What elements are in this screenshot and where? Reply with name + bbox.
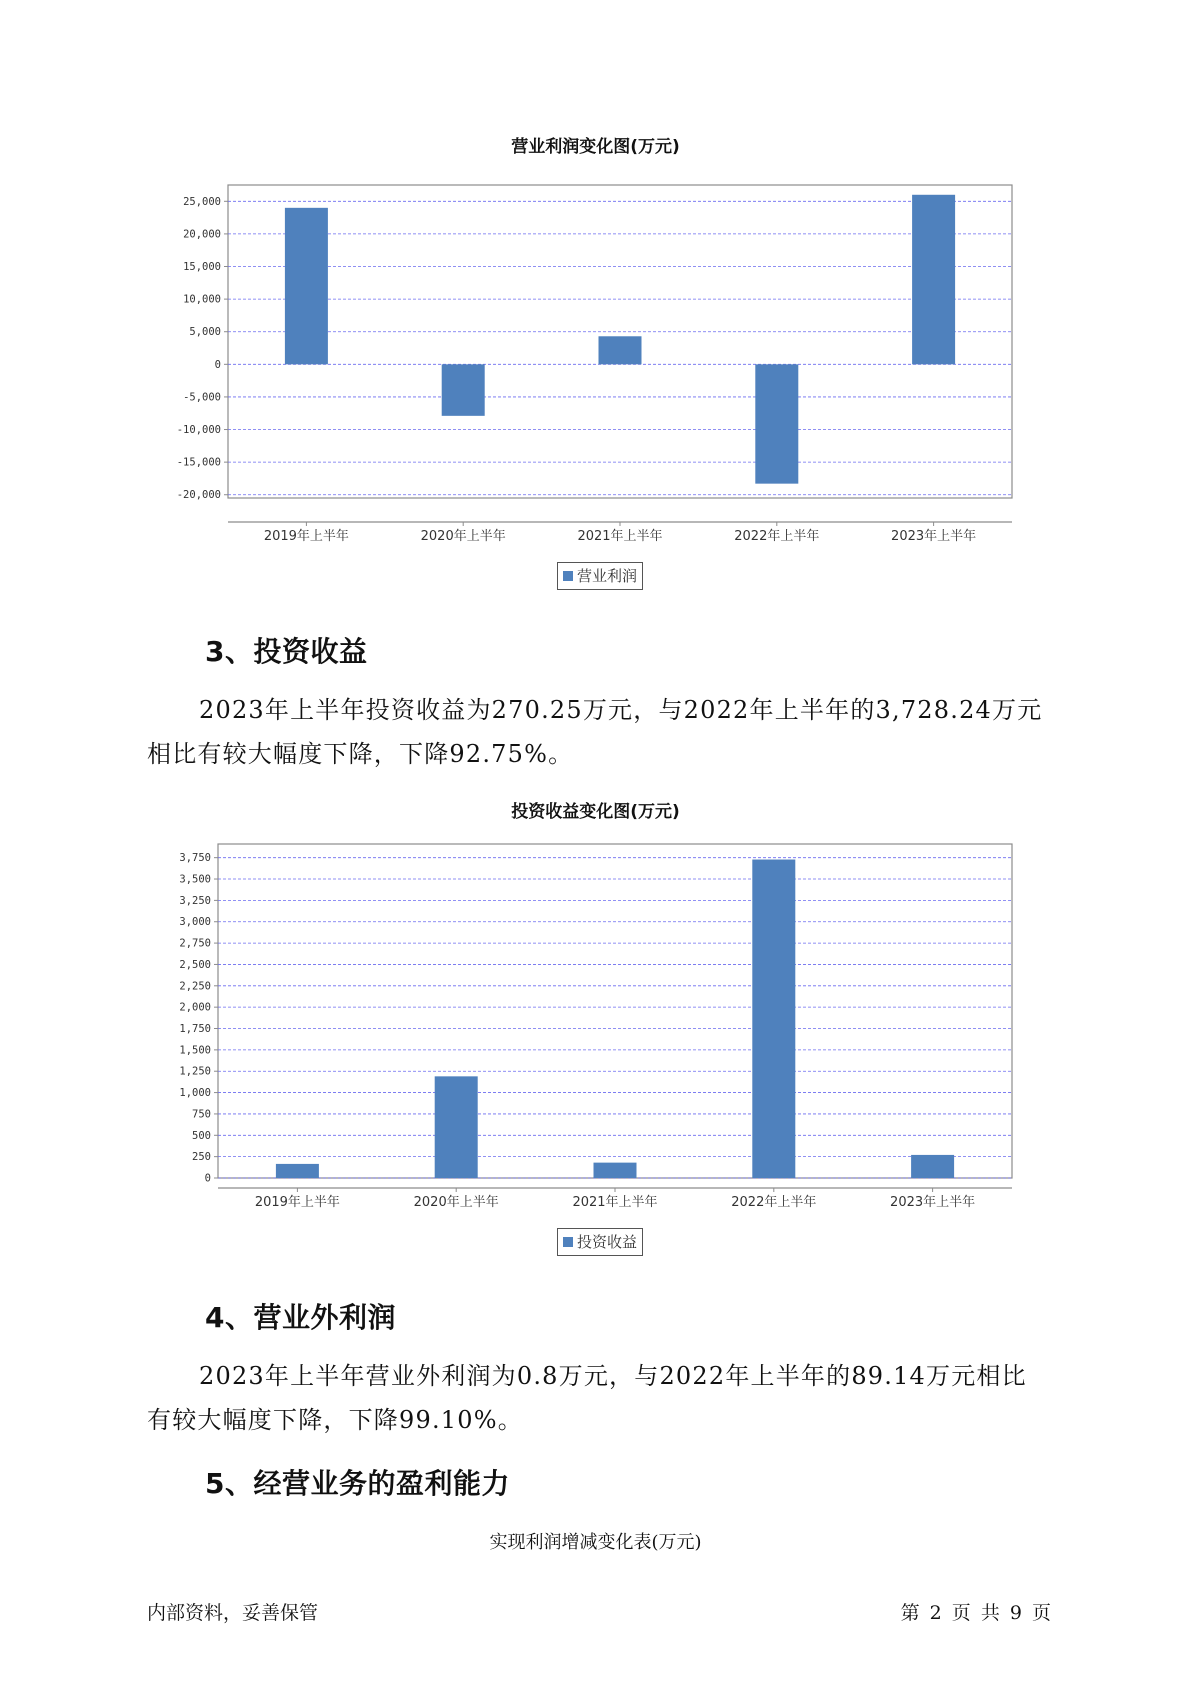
- bar-2021年上半年: [599, 336, 642, 364]
- y-tick-label: 10,000: [183, 293, 221, 306]
- section-4-heading: 4、营业外利润: [205, 1301, 396, 1334]
- x-tick-label: 2021年上半年: [577, 529, 663, 544]
- y-tick-label: 3,750: [179, 852, 211, 865]
- y-tick-label: 750: [192, 1108, 211, 1121]
- footer-page-number: 第 2 页 共 9 页: [900, 1602, 1051, 1624]
- x-tick-label: 2022年上半年: [734, 529, 820, 544]
- y-tick-label: 2,750: [179, 937, 211, 950]
- bar-2021年上半年: [594, 1163, 637, 1178]
- section-4-paragraph: 2023年上半年营业外利润为0.8万元，与2022年上半年的89.14万元相比有较大幅度下降，下降99.10%。: [147, 1362, 1027, 1434]
- y-tick-label: 15,000: [183, 261, 221, 274]
- y-tick-label: 2,000: [179, 1001, 211, 1014]
- chart-1-title: 营业利润变化图(万元): [511, 137, 680, 157]
- legend-swatch: [563, 571, 573, 581]
- y-tick-label: 1,750: [179, 1023, 211, 1036]
- bar-2019年上半年: [285, 208, 328, 365]
- legend-swatch: [563, 1237, 573, 1247]
- y-tick-label: 1,000: [179, 1087, 211, 1100]
- y-tick-label: 3,500: [179, 873, 211, 886]
- x-tick-label: 2021年上半年: [572, 1195, 658, 1210]
- bar-2020年上半年: [435, 1076, 478, 1178]
- x-tick-label: 2020年上半年: [413, 1195, 499, 1210]
- chart-2-title: 投资收益变化图(万元): [511, 802, 680, 822]
- bar-2023年上半年: [912, 195, 955, 365]
- section-3-paragraph: 2023年上半年投资收益为270.25万元，与2022年上半年的3,728.24万元相比有较大幅度下降，下降92.75%。: [147, 696, 1043, 768]
- x-tick-label: 2020年上半年: [420, 529, 506, 544]
- table-caption: 实现利润增减变化表(万元): [489, 1532, 702, 1553]
- y-tick-label: -15,000: [176, 456, 221, 469]
- section-5-heading: 5、经营业务的盈利能力: [205, 1467, 510, 1500]
- chart-1-legend: [557, 562, 643, 590]
- x-tick-label: 2022年上半年: [731, 1195, 817, 1210]
- y-tick-label: 500: [192, 1129, 211, 1142]
- y-tick-label: 25,000: [183, 195, 221, 208]
- bar-2022年上半年: [752, 860, 795, 1178]
- y-tick-label: 2,250: [179, 980, 211, 993]
- bar-2023年上半年: [911, 1155, 954, 1178]
- bar-2020年上半年: [442, 364, 485, 416]
- y-tick-label: 0: [214, 358, 221, 371]
- bar-2019年上半年: [276, 1164, 319, 1178]
- x-tick-label: 2023年上半年: [890, 1195, 976, 1210]
- chart-2-legend-label: 投资收益: [577, 1233, 638, 1251]
- y-tick-label: 1,250: [179, 1065, 211, 1078]
- investment-income-chart: [0, 830, 1191, 1210]
- y-tick-label: 3,250: [179, 894, 211, 907]
- y-tick-label: -10,000: [176, 424, 221, 437]
- chart-2-legend: [557, 1228, 643, 1256]
- x-tick-label: 2023年上半年: [891, 529, 977, 544]
- y-tick-label: 20,000: [183, 228, 221, 241]
- y-tick-label: 250: [192, 1151, 211, 1164]
- footer-confidential-note: 内部资料，妥善保管: [147, 1602, 319, 1624]
- bar-2022年上半年: [755, 364, 798, 483]
- operating-profit-chart: [0, 165, 1191, 544]
- y-tick-label: 5,000: [189, 326, 221, 339]
- chart-1-legend-label: 营业利润: [577, 567, 638, 585]
- x-tick-label: 2019年上半年: [263, 529, 349, 544]
- y-tick-label: -20,000: [176, 489, 221, 502]
- y-tick-label: 3,000: [179, 916, 211, 929]
- y-tick-label: 0: [204, 1172, 211, 1185]
- y-tick-label: -5,000: [183, 391, 221, 404]
- y-tick-label: 2,500: [179, 958, 211, 971]
- y-tick-label: 1,500: [179, 1044, 211, 1057]
- plot-area: [218, 844, 1012, 1178]
- x-tick-label: 2019年上半年: [254, 1195, 340, 1210]
- section-3-heading: 3、投资收益: [205, 635, 368, 668]
